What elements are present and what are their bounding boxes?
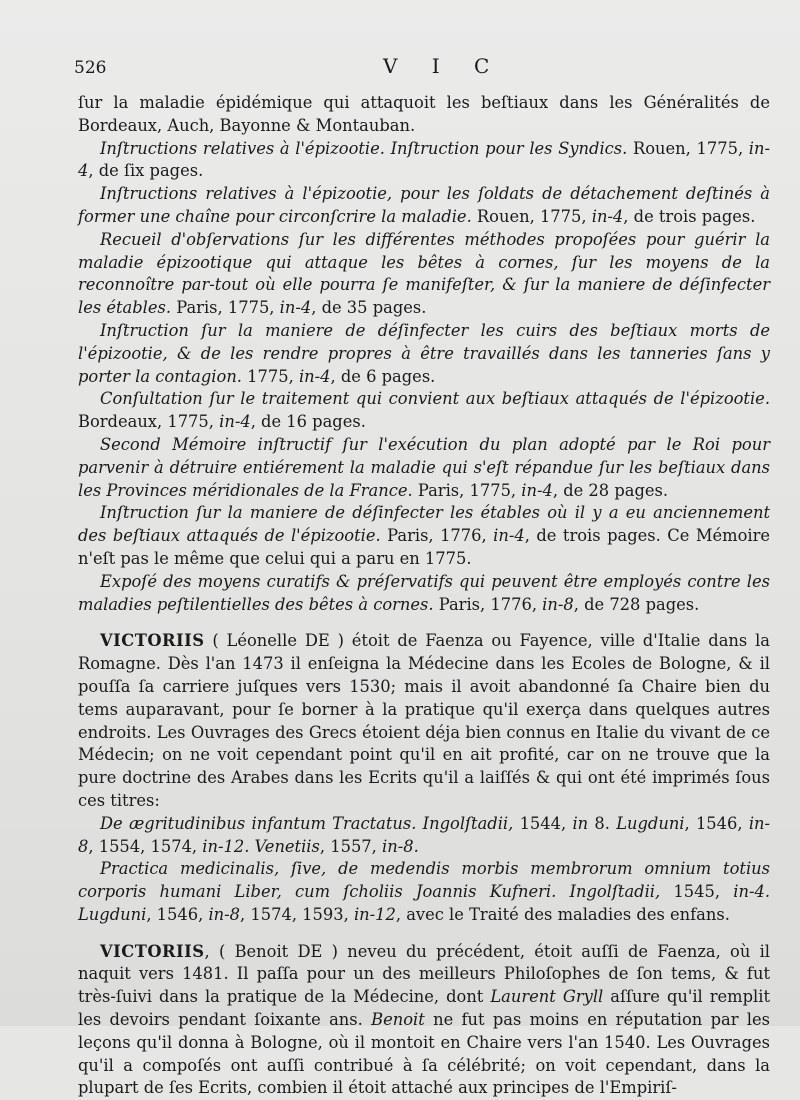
italic-text: in-12 xyxy=(353,904,396,924)
italic-text: in-8 xyxy=(542,594,574,614)
bibliography-item xyxy=(78,388,770,434)
italic-text: in-4 xyxy=(219,412,251,432)
text-run: , avec le Traité des maladies des enfans. xyxy=(395,904,730,924)
bibliography-item xyxy=(78,138,770,184)
italic-text: Second Mémoire inſtructif ſur l'exécution du plan adopté par le Roi pour parvenir à détruire entiérement la maladie qui s'eſt répandue ſur les beſtiaux dans les Provinces méridionales de la France. xyxy=(78,434,770,500)
text-run: Rouen, 1775, xyxy=(627,138,749,158)
text-run: , 1557, xyxy=(319,836,383,856)
italic-text: in-4 xyxy=(493,526,525,546)
italic-text: in-4 xyxy=(298,366,331,386)
bibliography-item xyxy=(78,229,770,320)
italic-text: in-8. xyxy=(382,836,419,856)
text-run: , de 35 pages. xyxy=(311,298,427,318)
bibliography-item xyxy=(78,183,770,229)
italic-text: in-12. Venetiis xyxy=(202,836,320,856)
entry-paragraph xyxy=(78,941,770,1100)
italic-text: in-4 xyxy=(279,298,312,318)
text-run: ( Léonelle DE ) étoit de Faenza ou Fayence, ville d'Italie dans la Romagne. Dès l'an 1473 il enſeigna la Médecine dans les Ecoles de Bologne, & il pouſſa ſa carriere juſques vers 1530; mais il avoit abandonné ſa Chaire bien du tems auparavant, pour ſe borner à la pratique qu'il exerça dans quelques autres endroits. Les Ouvrages des Grecs étoient déja bien connus en Italie du vivant de ce Médecin; on ne voit cependant point qu'il en ait profité, car on ne trouve que la pure doctrine des Arabes dans les Ecrits qu'il a laiſſés & qui ont été imprimés ſous ces titres: xyxy=(78,631,770,810)
body-text xyxy=(78,92,770,1100)
text-run: , 1574, 1593, xyxy=(240,904,354,924)
italic-text: in-4 xyxy=(78,138,770,181)
bibliography-item xyxy=(78,571,770,617)
italic-text: Inſtruction ſur la maniere de déſinfecter les étables où il y a eu anciennement des beſtiaux attaqués de l'épizootie. xyxy=(78,503,770,546)
continued-paragraph xyxy=(78,92,770,138)
text-run: , de 6 pages. xyxy=(330,366,436,386)
italic-text: in-4. Lugduni xyxy=(78,882,770,924)
bibliography-item xyxy=(78,434,770,502)
text-run: , de 16 pages. xyxy=(250,412,366,432)
bibliography-item xyxy=(78,502,770,570)
text-run: Paris, 1775, xyxy=(171,298,280,318)
text-run: Paris, 1775, xyxy=(412,480,522,500)
italic-text: De ægritudinibus infantum Tractatus. Ingolſtadii, xyxy=(100,813,514,833)
text-run: , de ſix pages. xyxy=(88,161,204,181)
text-run: , de trois pages. Ce Mémoire n'eſt pas le même que celui qui a paru en 1775. xyxy=(78,526,771,568)
italic-text: Expoſé des moyens curatifs & préſervatifs qui peuvent être employés contre les maladies peſtilentielles des bêtes à cornes. xyxy=(78,571,770,614)
italic-text: in xyxy=(572,813,589,833)
text-run: Paris, 1776, xyxy=(380,526,494,546)
entry-headword: VICTORIIS xyxy=(100,941,205,961)
text-run: Paris, 1776, xyxy=(433,594,543,614)
bibliography-item xyxy=(78,320,770,388)
italic-text: in-4 xyxy=(591,206,624,226)
text-run: aſſure qu'il remplit les devoirs pendant ſoixante ans. xyxy=(78,987,770,1030)
italic-text: in-8 xyxy=(78,813,771,856)
text-run: ne fut pas moins en réputation par les leçons qu'il donna à Bologne, où il montoit en Chaire vers l'an 1540. Les Ouvrages qu'il a compoſés ont auſſi contribué à ſa célébrité; on voit cependant, dans la plupart de ſes Ecrits, combien il étoit attaché aux principes de l'Empiriſ- xyxy=(78,1010,770,1098)
text-run: Rouen, 1775, xyxy=(471,206,592,226)
running-head: V I C xyxy=(383,54,504,78)
entry-paragraph xyxy=(78,630,770,812)
page-number: 526 xyxy=(74,58,107,78)
italic-text: Inſtructions relatives à l'épizootie, pour les ſoldats de détachement deſtinés à former une chaîne pour circonſcrire la maladie. xyxy=(78,184,770,226)
text-run: 8. xyxy=(588,813,617,833)
italic-text: Inſtructions relatives à l'épizootie. Inſtruction pour les Syndics. xyxy=(100,138,628,158)
text-run: ſur la maladie épidémique qui attaquoit les beſtiaux dans les Généralités de Bordeaux, Auch, Bayonne & Montauban. xyxy=(78,93,770,135)
text-run: , 1546, xyxy=(146,904,209,924)
text-run: 1545, xyxy=(660,882,734,902)
text-run: 1544, xyxy=(513,813,573,833)
italic-text: in-4 xyxy=(521,480,553,500)
text-run: , de trois pages. xyxy=(623,206,756,226)
text-run: , de 28 pages. xyxy=(552,480,669,500)
italic-text: Lugduni xyxy=(616,813,685,833)
italic-text: Benoit xyxy=(371,1010,425,1030)
text-run: 1775, xyxy=(241,366,299,386)
italic-text: in-8 xyxy=(208,904,241,924)
italic-text: Practica medicinalis, ſive, de medendis morbis membrorum omnium totius corporis humani Liber, cum ſcholiis Joannis Kufneri. Ingolſtadii, xyxy=(78,859,770,902)
page-header xyxy=(74,52,770,92)
text-run: Bordeaux, 1775, xyxy=(78,412,220,432)
text-run: , 1546, xyxy=(684,813,749,833)
italic-text: Recueil d'obſervations ſur les différentes méthodes propoſées pour guérir la maladie épizootique qui attaque les bêtes à cornes, ſur les moyens de la reconnoître par-tout où elle pourra ſe manifeſter, & ſur la maniere de déſinfecter les étables. xyxy=(78,229,770,318)
entry-headword: VICTORIIS xyxy=(100,631,205,651)
text-run: , ( Benoit DE ) neveu du précédent, étoit auſſi de Faenza, où il naquit vers 1481. Il paſſa pour un des meilleurs Philoſophes de ſon tems, & fut très-ſuivi dans la pratique de la Médecine, dont xyxy=(78,941,770,1007)
bibliography-item xyxy=(78,813,770,859)
bibliography-item xyxy=(78,858,770,926)
italic-text: Laurent Gryll xyxy=(490,987,604,1007)
italic-text: Inſtruction ſur la maniere de déſinfecter les cuirs des beſtiaux morts de l'épizootie, & de les rendre propres à être travaillés dans les tanneries ſans y porter la contagion. xyxy=(78,320,770,386)
text-run: , 1554, 1574, xyxy=(88,836,203,856)
text-run: , de 728 pages. xyxy=(573,594,700,614)
italic-text: Conſultation ſur le traitement qui convient aux beſtiaux attaqués de l'épizootie. xyxy=(100,389,770,409)
